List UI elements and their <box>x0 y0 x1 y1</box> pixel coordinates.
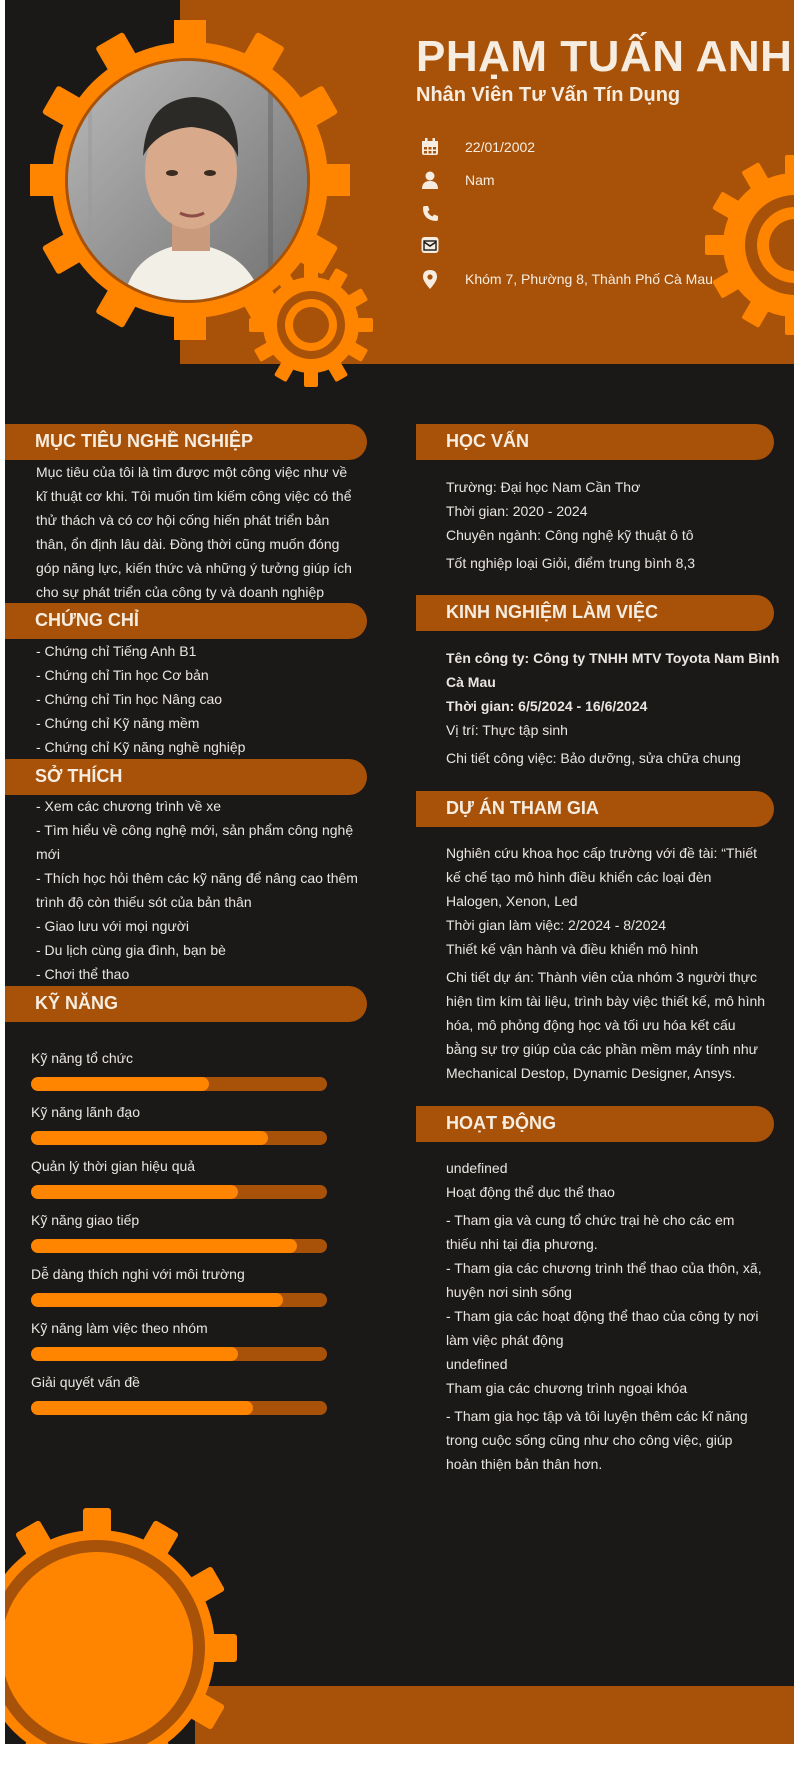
education-details <box>446 475 695 575</box>
project-detail-line: hiện tìm kím tài liệu, trình bày việc thiết kế, mô hình <box>446 993 766 1009</box>
activity-line: làm việc phát động <box>446 1332 564 1348</box>
activity-line: - Tham gia học tập và tôi luyện thêm các kĩ năng <box>446 1408 748 1424</box>
experience-heading-bar <box>416 595 774 631</box>
experience-details <box>446 646 779 770</box>
career-goal-heading-bar <box>5 424 367 460</box>
hobby-line: - Xem các chương trình về xe <box>36 798 222 814</box>
project-role: Thiết kế vận hành và điều khiển mô hình <box>446 941 699 957</box>
projects-heading: DỰ ÁN THAM GIA <box>446 798 599 818</box>
skill-label: Kỹ năng làm việc theo nhóm <box>31 1320 208 1336</box>
certificates-list <box>36 639 245 759</box>
contact-birthday-value: 22/01/2002 <box>465 139 536 155</box>
project-period: Thời gian làm việc: 2/2024 - 8/2024 <box>446 917 667 933</box>
certificates-heading-bar <box>5 603 367 639</box>
activities-details <box>446 1156 762 1476</box>
career-goal-text <box>36 460 352 604</box>
activity-line: huyện nơi sinh sống <box>446 1284 572 1300</box>
skill-label: Kỹ năng tổ chức <box>31 1050 133 1066</box>
project-name-line: Halogen, Xenon, Led <box>446 893 578 909</box>
skills-heading: KỸ NĂNG <box>35 993 119 1013</box>
skill-label: Quản lý thời gian hiệu quả <box>31 1158 196 1174</box>
skill-bar <box>31 1239 327 1253</box>
contact-birthday <box>419 136 749 158</box>
hobbies-heading-bar <box>5 759 367 795</box>
project-detail-line: bằng sự trợ giúp của các phần mềm máy tính như <box>446 1041 758 1057</box>
activity-line: - Tham gia các hoạt động thể thao của công ty nơi <box>446 1308 759 1324</box>
skill-label: Kỹ năng giao tiếp <box>31 1212 140 1228</box>
career-goal-line: thân, ổn định lâu dài. Đồng thời cũng muốn đóng <box>36 536 340 552</box>
contact-email <box>419 234 749 256</box>
certificate-item: - Chứng chỉ Tin học Cơ bản <box>36 667 209 683</box>
contact-address <box>419 268 749 290</box>
activity-group-name: Hoạt động thể dục thể thao <box>446 1184 615 1200</box>
job-title: Nhân Viên Tư Vấn Tín Dụng <box>416 84 681 106</box>
career-goal-heading: MỤC TIÊU NGHỀ NGHIỆP <box>35 431 254 451</box>
experience-detail: Chi tiết công việc: Bảo dưỡng, sửa chữa chung <box>446 750 741 766</box>
contact-gender-value: Nam <box>465 172 495 188</box>
project-name-line: kế chế tạo mô hình điều khiển các loại đèn <box>446 869 712 885</box>
experience-period: Thời gian: 6/5/2024 - 16/6/2024 <box>446 698 648 714</box>
hobby-line: - Du lịch cùng gia đình, bạn bè <box>36 942 226 958</box>
projects-details <box>446 841 765 1085</box>
skill-bar-fill <box>31 1131 268 1145</box>
contact-phone <box>419 202 749 224</box>
hobbies-heading: SỞ THÍCH <box>35 766 123 786</box>
career-goal-line: Mục tiêu của tôi là tìm được một công việc như về <box>36 464 348 480</box>
skill-bar-fill <box>31 1077 209 1091</box>
activity-group-name: Tham gia các chương trình ngoại khóa <box>446 1380 688 1396</box>
education-heading: HỌC VẤN <box>446 431 530 451</box>
project-detail-line: Chi tiết dự án: Thành viên của nhóm 3 người thực <box>446 969 757 985</box>
career-goal-line: góp năng lực, kiến thức và những ý tưởng giúp ích <box>36 560 352 576</box>
contact-address-value: Khóm 7, Phường 8, Thành Phố Cà Mau <box>465 271 713 287</box>
education-major: Chuyên ngành: Công nghệ kỹ thuật ô tô <box>446 527 694 543</box>
career-goal-line: thử thách và có cơ hội cống hiến phát triển bản <box>36 512 330 528</box>
certificate-item: - Chứng chỉ Tiếng Anh B1 <box>36 643 197 659</box>
skill-bar <box>31 1131 327 1145</box>
activity-line: hoàn thiện bản thân hơn. <box>446 1456 603 1472</box>
hobby-line: - Tìm hiểu về công nghệ mới, sản phẩm công nghệ <box>36 822 354 838</box>
education-result: Tốt nghiệp loại Giỏi, điểm trung bình 8,3 <box>446 555 696 571</box>
project-detail-line: Mechanical Destop, Dynamic Designer, Ansys. <box>446 1065 736 1081</box>
hobby-line: - Chơi thể thao <box>36 966 130 982</box>
cv-page <box>5 0 794 1744</box>
experience-company: Tên công ty: Công ty TNHH MTV Toyota Nam Bình <box>446 650 780 666</box>
hobby-line: - Thích học hỏi thêm các kỹ năng để nâng cao thêm <box>36 870 358 886</box>
hobby-line: mới <box>36 846 60 862</box>
skill-bar-fill <box>31 1185 238 1199</box>
activity-line: thiếu nhi tại địa phương. <box>446 1236 598 1252</box>
certificate-item: - Chứng chỉ Kỹ năng mềm <box>36 715 200 731</box>
user-icon <box>419 169 441 191</box>
skill-bar <box>31 1077 327 1091</box>
certificate-item: - Chứng chỉ Kỹ năng nghề nghiệp <box>36 739 246 755</box>
skills-heading-bar <box>5 986 367 1022</box>
skill-bar <box>31 1185 327 1199</box>
education-school: Trường: Đại học Nam Cần Thơ <box>446 479 641 495</box>
experience-heading: KINH NGHIỆM LÀM VIỆC <box>446 602 659 622</box>
activity-group-top: undefined <box>446 1356 508 1372</box>
skill-bar-fill <box>31 1401 253 1415</box>
activities-heading: HOẠT ĐỘNG <box>446 1113 556 1133</box>
hobby-line: trình độ còn thiếu sót của bản thân <box>36 894 252 910</box>
skill-bar <box>31 1293 327 1307</box>
mail-icon <box>419 234 441 256</box>
skill-bar-fill <box>31 1239 297 1253</box>
activity-line: - Tham gia và cung tổ chức trại hè cho các em <box>446 1212 735 1228</box>
education-period: Thời gian: 2020 - 2024 <box>446 503 588 519</box>
career-goal-line: cho sự phát triển của công ty và doanh nghiệp <box>36 584 325 600</box>
education-heading-bar <box>416 424 774 460</box>
career-goal-line: kĩ thuật cơ khi. Tôi muốn tìm kiếm công việc có thể <box>36 488 352 504</box>
footer-gear-decoration <box>5 1498 255 1744</box>
location-icon <box>419 268 441 290</box>
certificates-heading: CHỨNG CHỈ <box>35 610 139 630</box>
skill-bar <box>31 1347 327 1361</box>
certificate-item: - Chứng chỉ Tin học Nâng cao <box>36 691 223 707</box>
project-name-line: Nghiên cứu khoa học cấp trường với đề tài: “Thiết <box>446 845 758 861</box>
skill-label: Kỹ năng lãnh đạo <box>31 1104 140 1120</box>
hobby-line: - Giao lưu với mọi người <box>36 918 190 934</box>
projects-heading-bar <box>416 791 774 827</box>
skill-bar-fill <box>31 1293 283 1307</box>
skill-label: Dễ dàng thích nghi với môi trường <box>31 1266 245 1282</box>
small-gear-decoration <box>248 262 374 388</box>
skill-label: Giải quyết vấn đề <box>31 1374 140 1390</box>
phone-icon <box>419 202 441 224</box>
activities-heading-bar <box>416 1106 774 1142</box>
contact-gender <box>419 169 749 191</box>
project-detail-line: hóa, mô phỏng động học và tối ưu hóa kết cấu <box>446 1017 736 1033</box>
experience-company-cont: Cà Mau <box>446 674 496 690</box>
hobbies-list <box>36 794 358 986</box>
skill-bar-fill <box>31 1347 238 1361</box>
activity-group-top: undefined <box>446 1160 508 1176</box>
calendar-icon <box>419 136 441 158</box>
candidate-name: PHẠM TUẤN ANH <box>416 32 793 81</box>
skill-bar <box>31 1401 327 1415</box>
activity-line: trong cuộc sống cũng như cho công việc, giúp <box>446 1432 733 1448</box>
experience-position: Vị trí: Thực tập sinh <box>446 722 568 738</box>
footer-band <box>195 1686 794 1744</box>
activity-line: - Tham gia các chương trình thể thao của thôn, xã, <box>446 1260 762 1276</box>
